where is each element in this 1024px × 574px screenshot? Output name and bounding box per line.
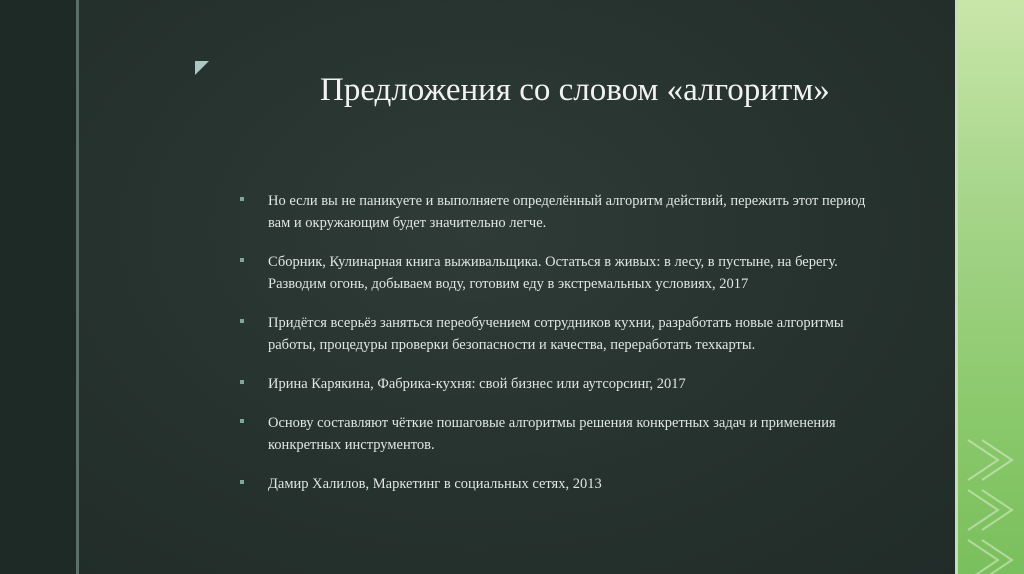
square-bullet-icon bbox=[240, 419, 244, 423]
slide-title: Предложения со словом «алгоритм» bbox=[320, 72, 830, 108]
bullet-item bbox=[240, 312, 880, 356]
bullet-item bbox=[240, 473, 880, 495]
bullet-text: Но если вы не паникуете и выполняете определённый алгоритм действий, пережить этот период вам и окружающим будет значительно легче. bbox=[268, 193, 866, 231]
bullet-text: Сборник, Кулинарная книга выживальщика. Остаться в живых: в лесу, в пустыне, на берегу. Разводим огонь, добываем воду, готовим еду в экстремальных условиях, 2017 bbox=[268, 254, 838, 292]
bullet-text: Ирина Карякина, Фабрика-кухня: свой бизнес или аутсорсинг, 2017 bbox=[268, 376, 686, 392]
bullet-item bbox=[240, 251, 880, 295]
bullet-item bbox=[240, 412, 880, 456]
bullet-text: Основу составляют чёткие пошаговые алгоритмы решения конкретных задач и применения конкретных инструментов. bbox=[268, 415, 836, 453]
left-sidebar-band bbox=[0, 0, 79, 574]
chevron-pattern-icon bbox=[958, 420, 1024, 574]
bullet-item bbox=[240, 190, 880, 234]
square-bullet-icon bbox=[240, 380, 244, 384]
bullet-list bbox=[240, 190, 880, 512]
square-bullet-icon bbox=[240, 258, 244, 262]
bullet-text: Придётся всерьёз заняться переобучением сотрудников кухни, разработать новые алгоритмы работы, процедуры проверки безопасности и качества, переработать техкарты. bbox=[268, 315, 844, 353]
bullet-text: Дамир Халилов, Маркетинг в социальных сетях, 2013 bbox=[268, 476, 602, 492]
right-accent-band bbox=[958, 0, 1024, 574]
triangle-corner-icon bbox=[195, 61, 209, 75]
square-bullet-icon bbox=[240, 480, 244, 484]
bullet-item bbox=[240, 373, 880, 395]
square-bullet-icon bbox=[240, 319, 244, 323]
square-bullet-icon bbox=[240, 197, 244, 201]
